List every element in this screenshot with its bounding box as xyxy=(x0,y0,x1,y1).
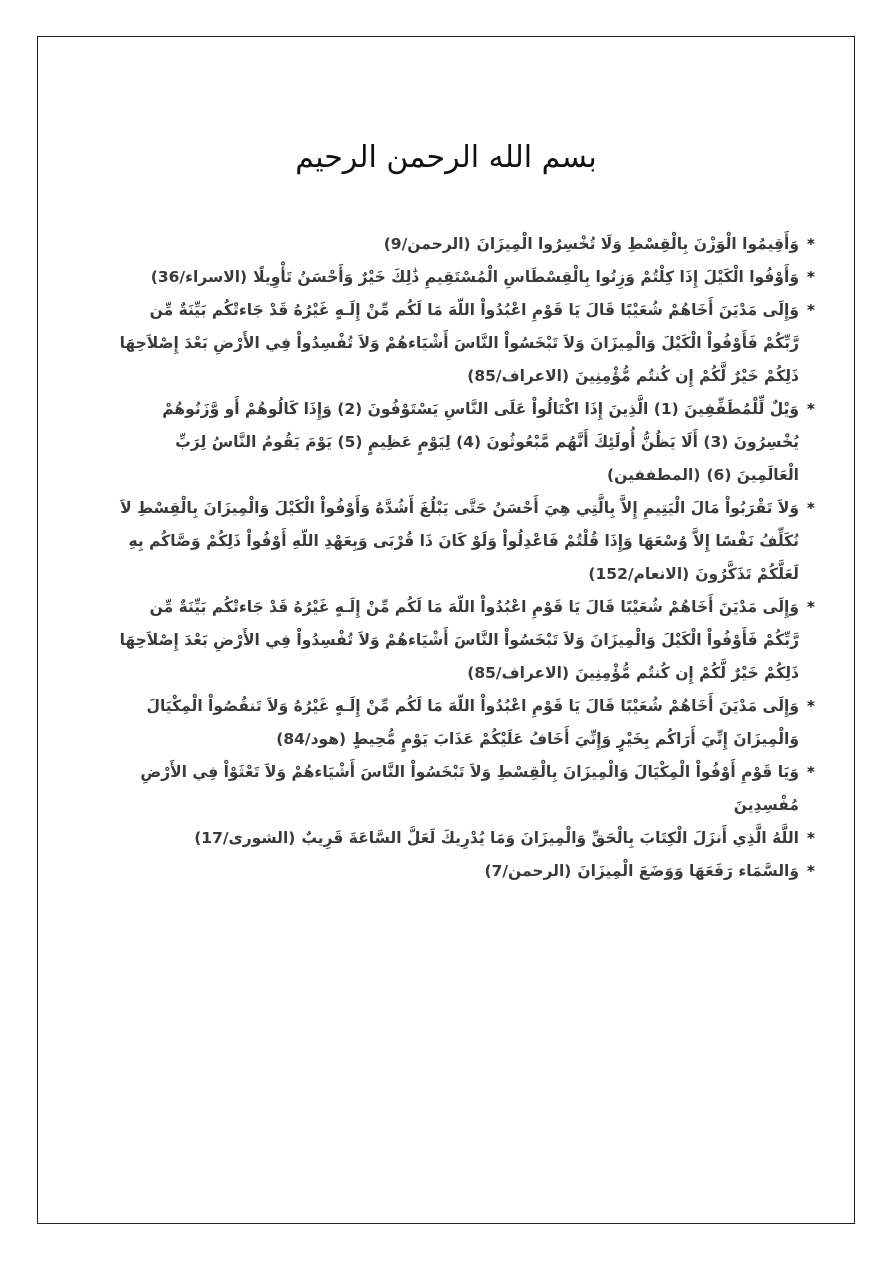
verse-text: وَأَوْفُوا الْكَيْلَ إِذَا كِلْتُمْ وَزِنُوا بِالْقِسْطَاسِ الْمُسْتَقِيمِ ذَٰلِكَ خَيْرٌ وَأَحْسَنُ تَأْوِيلًا xyxy=(253,268,799,286)
verse-text: وَأَقِيمُوا الْوَزْنَ بِالْقِسْطِ وَلَا تُخْسِرُوا الْمِيزَانَ xyxy=(476,235,799,253)
verse-reference: (الرحمن/9) xyxy=(383,235,471,253)
verse-reference: (الشورى/17) xyxy=(194,829,296,847)
verse-item xyxy=(110,393,815,492)
verse-text: وَإِلَى مَدْيَنَ أَخَاهُمْ شُعَيْبًا قَالَ يَا قَوْمِ اعْبُدُواْ اللّهَ مَا لَكُم مِّنْ إِلَـهٍ غَيْرُهُ قَدْ جَاءتْكُم بَيِّنَةٌ مِّن رَّبِّكُمْ فَأَوْفُواْ الْكَيْلَ وَالْمِيزَانَ وَلاَ تَبْخَسُواْ النَّاسَ أَشْيَاءهُمْ وَلاَ تُفْسِدُواْ فِي الأَرْضِ بَعْدَ إِصْلاَحِهَا ذَلِكُمْ خَيْرٌ لَّكُمْ إِن كُنتُم مُّؤْمِنِينَ xyxy=(119,301,799,385)
verse-text: وَإِلَى مَدْيَنَ أَخَاهُمْ شُعَيْبًا قَالَ يَا قَوْمِ اعْبُدُواْ اللّهَ مَا لَكُم مِّنْ إِلَـهٍ غَيْرُهُ قَدْ جَاءتْكُم بَيِّنَةٌ مِّن رَّبِّكُمْ فَأَوْفُواْ الْكَيْلَ وَالْمِيزَانَ وَلاَ تَبْخَسُواْ النَّاسَ أَشْيَاءهُمْ وَلاَ تُفْسِدُواْ فِي الأَرْضِ بَعْدَ إِصْلاَحِهَا ذَلِكُمْ خَيْرٌ لَّكُمْ إِن كُنتُم مُّؤْمِنِينَ xyxy=(119,598,799,682)
verse-item xyxy=(110,822,815,855)
bullet-marker: * xyxy=(806,763,815,781)
verse-item xyxy=(110,294,815,393)
verse-reference: (الانعام/152) xyxy=(588,565,690,583)
bullet-marker: * xyxy=(806,301,815,319)
verse-item xyxy=(110,855,815,888)
verse-text: وَإِلَى مَدْيَنَ أَخَاهُمْ شُعَيْبًا قَالَ يَا قَوْمِ اعْبُدُواْ اللّهَ مَا لَكُم مِّنْ إِلَـهٍ غَيْرُهُ وَلاَ تَنقُصُواْ الْمِكْيَالَ وَالْمِيزَانَ إِنِّيَ أَرَاكُم بِخَيْرٍ وَإِنِّيَ أَخَافُ عَلَيْكُمْ عَذَابَ يَوْمٍ مُّحِيطٍ xyxy=(146,697,799,748)
verse-text: وَلاَ تَقْرَبُواْ مَالَ الْيَتِيمِ إِلاَّ بِالَّتِي هِيَ أَحْسَنُ حَتَّى يَبْلُغَ أَشُدَّهُ وَأَوْفُواْ الْكَيْلَ وَالْمِيزَانَ بِالْقِسْطِ لاَ نُكَلِّفُ نَفْسًا إِلاَّ وُسْعَهَا وَإِذَا قُلْتُمْ فَاعْدِلُواْ وَلَوْ كَانَ ذَا قُرْبَى وَبِعَهْدِ اللّهِ أَوْفُواْ ذَلِكُمْ وَصَّاكُم بِهِ لَعَلَّكُمْ تَذَكَّرُونَ xyxy=(120,499,799,583)
verse-reference: (الاعراف/85) xyxy=(467,367,570,385)
bullet-marker: * xyxy=(806,268,815,286)
verse-item xyxy=(110,690,815,756)
verse-item xyxy=(110,261,815,294)
verse-text: اللَّهُ الَّذِي أَنزَلَ الْكِتَابَ بِالْحَقِّ وَالْمِيزَانَ وَمَا يُدْرِيكَ لَعَلَّ السَّاعَةَ قَرِيبٌ xyxy=(301,829,799,847)
bullet-marker: * xyxy=(806,862,815,880)
verse-item xyxy=(110,228,815,261)
verse-text: وَيْلٌ لِّلْمُطَفِّفِينَ (1) الَّذِينَ إِذَا اكْتَالُواْ عَلَى النَّاسِ يَسْتَوْفُونَ (2) وَإِذَا كَالُوهُمْ أَو وَّزَنُوهُمْ يُخْسِرُونَ (3) أَلَا يَظُنُّ أُولَئِكَ أَنَّهُم مَّبْعُوثُونَ (4) لِيَوْمٍ عَظِيمٍ (5) يَوْمَ يَقُومُ النَّاسُ لِرَبِّ الْعَالَمِينَ (6) xyxy=(162,400,799,484)
verse-reference: (الاعراف/85) xyxy=(467,664,570,682)
verse-item xyxy=(110,492,815,591)
bullet-marker: * xyxy=(806,400,815,418)
bullet-marker: * xyxy=(806,235,815,253)
bullet-marker: * xyxy=(806,499,815,517)
verse-reference: (المطففين) xyxy=(607,466,701,484)
verse-text: وَيَا قَوْمِ أَوْفُواْ الْمِكْيَالَ وَالْمِيزَانَ بِالْقِسْطِ وَلاَ تَبْخَسُواْ النَّاسَ أَشْيَاءهُمْ وَلاَ تَعْثَوْاْ فِي الأَرْضِ مُفْسِدِينَ xyxy=(140,763,799,814)
verse-list xyxy=(110,228,815,888)
document-title: بسم الله الرحمن الرحيم xyxy=(295,140,597,175)
bullet-marker: * xyxy=(806,697,815,715)
verse-reference: (الرحمن/7) xyxy=(484,862,572,880)
verse-reference: (الاسراء/36) xyxy=(150,268,248,286)
verse-item xyxy=(110,756,815,822)
verse-reference: (هود/84) xyxy=(276,730,347,748)
verse-item xyxy=(110,591,815,690)
verse-text: وَالسَّمَاء رَفَعَهَا وَوَضَعَ الْمِيزَانَ xyxy=(577,862,799,880)
bullet-marker: * xyxy=(806,598,815,616)
bullet-marker: * xyxy=(806,829,815,847)
